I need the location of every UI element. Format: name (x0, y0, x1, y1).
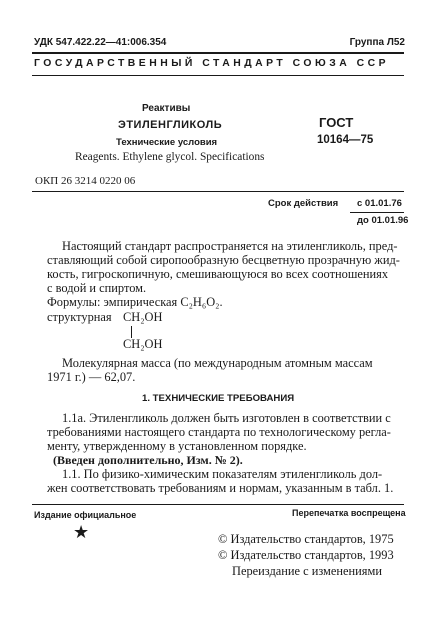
official-edition: Издание официальное (34, 510, 137, 520)
gost-number: 10164—75 (317, 134, 374, 146)
reprint-ban: Перепечатка воспрещена (292, 508, 406, 518)
reissue-note: Переиздание с изменениями (232, 564, 382, 578)
intro-line-1: Настоящий стандарт распространяется на этиленгликоль, пред- (62, 239, 398, 253)
molar-line-1: Молекулярная масса (по международным атомным массам (62, 356, 373, 370)
footer-rule (32, 504, 404, 505)
gost-label: ГОСТ (319, 115, 354, 130)
intro-line-4: с водой и спиртом. (47, 281, 147, 295)
header-rule (32, 52, 404, 54)
p11a-line-1: 1.1а. Этиленгликоль должен быть изготовлен в соответствии с (62, 411, 391, 425)
product-title: ЭТИЛЕНГЛИКОЛЬ (118, 119, 223, 131)
molar-line-2: 1971 г.) — 62,07. (47, 370, 136, 384)
amendment-note: (Введен дополнительно, Изм. № 2). (53, 453, 243, 467)
copyright-1993: © Издательство стандартов, 1993 (218, 548, 394, 562)
validity-to: до 01.01.96 (357, 215, 409, 226)
formula-structural-label: структурная (47, 310, 112, 324)
intro-line-3: кость, гигроскопичную, смешивающуюся во всех соотношениях (47, 267, 389, 281)
p11a-line-2: требованиями настоящего стандарта по технологическому регла- (47, 425, 391, 439)
p11-line-1: 1.1. По физико-химическим показателям этиленгликоль дол- (62, 467, 383, 481)
formula-empirical: Формулы: эмпирическая C₂H₆O₂. (47, 295, 223, 309)
validity-label: Срок действия (268, 198, 339, 209)
validity-from: с 01.01.76 (357, 198, 402, 209)
okp-rule (32, 191, 404, 192)
formula-top: CH₂OH (123, 310, 163, 324)
validity-rule (350, 212, 404, 213)
star-icon: ★ (73, 522, 90, 542)
spec-subtitle: Технические условия (116, 137, 218, 148)
standard-banner: ГОСУДАРСТВЕННЫЙ СТАНДАРТ СОЮЗА ССР (34, 58, 390, 69)
okp-code: ОКП 26 3214 0220 06 (35, 175, 136, 187)
udk-code: УДК 547.422.22—41:006.354 (34, 37, 167, 48)
banner-rule (32, 75, 404, 76)
p11a-line-3: менту, утвержденному в установленном порядке. (47, 439, 307, 453)
group-code: Группа Л52 (349, 37, 405, 48)
p11-line-2: жен соответствовать требованиям и нормам, указанным в табл. 1. (47, 481, 394, 495)
section-heading: 1. ТЕХНИЧЕСКИЕ ТРЕБОВАНИЯ (142, 393, 295, 404)
intro-line-2: ставляющий собой сиропообразную бесцветную прозрачную жид- (47, 253, 400, 267)
copyright-1975: © Издательство стандартов, 1975 (218, 532, 394, 546)
english-title: Reagents. Ethylene glycol. Specifications (75, 151, 265, 163)
reagents-label: Реактивы (142, 103, 191, 114)
formula-bottom: CH₂OH (123, 337, 163, 351)
